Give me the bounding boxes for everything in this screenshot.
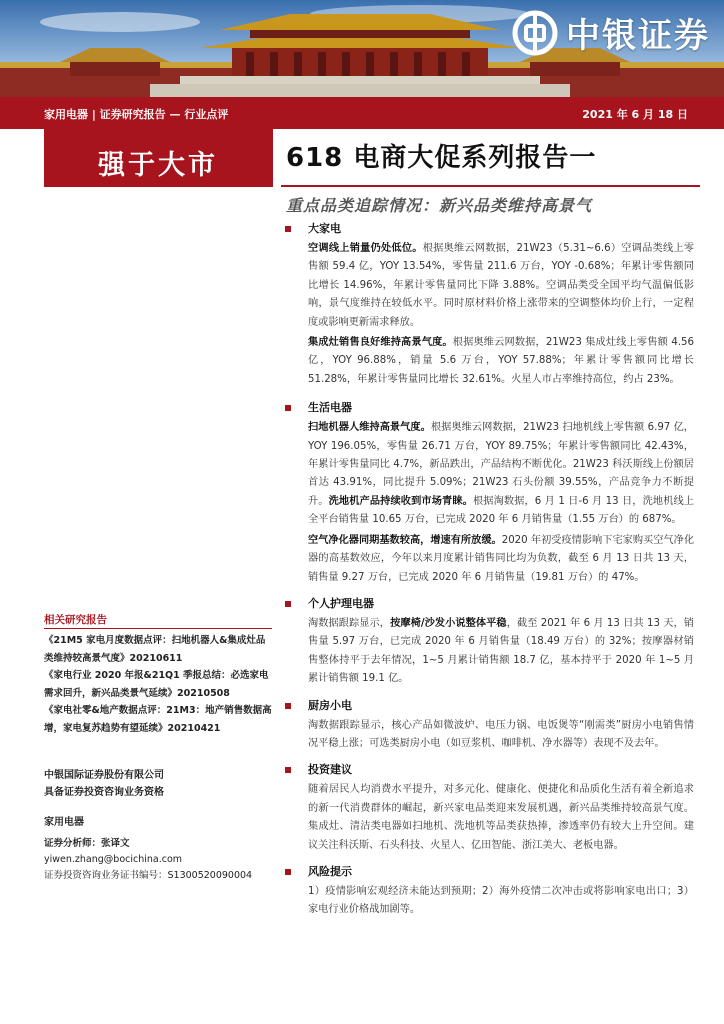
page-title: 618 电商大促系列报告一 xyxy=(286,143,597,173)
paragraph: 空调线上销量仍处低位。根据奥维云网数据，21W23（5.31~6.6）空调品类线上零售额 59.4 亿，YOY 13.54%，零售量 211.6 万台，YOY -0.68%；年累计零售额同比增长 14.96%，年累计零售量同比下降 3.88%。空调品类受全国平均气温偏低影响，景气度维持在较低水平。同时原材料价格上涨带来的空调整体均价上行，一定程度或影响更新需求释放。 xyxy=(308,243,695,328)
header-banner-image xyxy=(0,0,724,97)
report-category: 家用电器 | 证券研究报告 — 行业点评 xyxy=(44,108,229,121)
rating-label: 强于大市 xyxy=(98,150,218,181)
paragraph: 随着居民人均消费水平提升，对多元化、健康化、便捷化和品质化生活有着全新追求的新一代消费群体的崛起，新兴家电品类迎来发展机遇，新兴品类维持较高景气度。集成灶、清洁类电器如扫地机、洗地机等品类获热捧，渗透率仍有较大上升空间。建议关注科沃斯、石头科技、火星人、亿田智能、浙江美大、老板电器。 xyxy=(308,784,694,851)
related-reports-heading: 相关研究报告 xyxy=(44,614,107,626)
section-heading: 个人护理电器 xyxy=(282,595,694,613)
brand-name: 中银证券 xyxy=(566,16,710,56)
related-report-link[interactable]: 《家电行业 2020 年报&21Q1 季报总结：必选家电需求回升，新兴品类景气延续》20210508 xyxy=(44,670,269,699)
paragraph: 淘数据跟踪显示，核心产品如微波炉、电压力锅、电饭煲等“刚需类”厨房小电销售情况平稳上涨；可选类厨房小电（如豆浆机、咖啡机、净水器等）表现不及去年。 xyxy=(308,719,694,749)
related-report-link[interactable]: 《家电社零&地产数据点评：21M3：地产销售数据高增，家电复苏趋势有望延续》20210421 xyxy=(44,705,272,734)
analyst-name: 张译文 xyxy=(101,838,130,849)
section-major-appliances xyxy=(282,220,694,389)
bank-of-china-icon xyxy=(512,10,558,56)
section-heading: 生活电器 xyxy=(282,399,694,417)
brand-logo xyxy=(512,8,710,57)
square-bullet-icon xyxy=(285,703,291,709)
title-divider xyxy=(281,185,700,187)
square-bullet-icon xyxy=(285,767,291,773)
rating-box xyxy=(44,129,273,187)
organization-qualification: 具备证券投资咨询业务资格 xyxy=(44,787,164,798)
related-report-link[interactable]: 《21M5 家电月度数据点评：扫地机器人&集成灶品类维持较高景气度》20210611 xyxy=(44,635,266,664)
section-heading: 投资建议 xyxy=(282,761,694,779)
section-heading: 风险提示 xyxy=(282,863,694,881)
related-divider xyxy=(44,628,272,629)
analyst-info xyxy=(44,836,252,884)
organization-info xyxy=(44,767,164,801)
department: 家用电器 xyxy=(44,817,84,828)
analyst-certificate: 证券投资咨询业务证书编号：S1300520090004 xyxy=(44,870,253,881)
section-investment-advice xyxy=(282,761,694,855)
section-home-appliances xyxy=(282,399,694,587)
section-risk-warning xyxy=(282,863,694,920)
page-subtitle: 重点品类追踪情况：新兴品类维持高景气 xyxy=(286,196,593,215)
paragraph: 淘数据跟踪显示，按摩椅/沙发小说整体平稳，截至 2021 年 6 月 13 日共 13 天，销售量 5.97 万台，已完成 2020 年 6 月销售量（18.49 万台）的 32%；按摩器材销售整体持平于去年情况，1~5 月累计销售额 18.7 亿，基本持平于 2020 年 1~5 月累计销售额 19.1 亿。 xyxy=(308,617,694,685)
section-kitchen-appliances xyxy=(282,697,694,754)
paragraph: 空气净化器同期基数较高，增速有所放缓。2020 年初受疫情影响下宅家购买空气净化器的高基数效应，今年以来月度累计销售同比均为负数，截至 6 月 13 日共 13 天，销售量 9.27 万台，已完成 2020 年 6 月销售量（19.81 万台）的 47%。 xyxy=(308,534,695,583)
section-personal-care xyxy=(282,595,694,689)
square-bullet-icon xyxy=(285,869,291,875)
related-reports-list xyxy=(44,632,274,738)
paragraph: 扫地机器人维持高景气度。根据奥维云网数据，21W23 扫地机线上零售额 6.97 亿，YOY 196.05%，零售量 26.71 万台，YOY 89.75%；年累计零售额同比 42.43%，年累计零售量同比 4.7%，新品跌出，产品结构不断优化。21W23 科沃斯线上份额居首达 43.91%，同比提升 5.09%；21W23 石头份额 39.55%，产品竞争力不断提升。洗地机产品持续收到市场青睐。根据淘数据，6 月 1 日-6 月 13 日，洗地机线上全平台销售量 10.65 万台，已完成 2020 年 6 月销售量（1.55 万台）的 687%。 xyxy=(308,422,695,526)
square-bullet-icon xyxy=(285,405,291,411)
square-bullet-icon xyxy=(285,601,291,607)
section-heading: 厨房小电 xyxy=(282,697,694,715)
analyst-label: 证券分析师： xyxy=(44,838,102,849)
square-bullet-icon xyxy=(285,226,291,232)
paragraph: 集成灶销售良好维持高景气度。根据奥维云网数据，21W23 集成灶线上零售额 4.56 亿，YOY 96.88%，销量 5.6 万台，YOY 57.88%；年累计零售额同比增长 51.28%，年累计零售量同比增长 32.61%。火星人市占率维持高位，约占 23%。 xyxy=(308,337,694,385)
report-date: 2021 年 6 月 18 日 xyxy=(582,108,688,121)
organization-name: 中银国际证券股份有限公司 xyxy=(44,770,164,781)
main-content xyxy=(282,220,694,920)
analyst-email[interactable]: yiwen.zhang@bocichina.com xyxy=(44,854,183,865)
section-heading: 大家电 xyxy=(282,220,694,238)
paragraph: 1）疫情影响宏观经济未能达到预期；2）海外疫情二次冲击或将影响家电出口；3）家电行业价格战加剧等。 xyxy=(308,885,694,916)
info-bar xyxy=(0,97,724,129)
